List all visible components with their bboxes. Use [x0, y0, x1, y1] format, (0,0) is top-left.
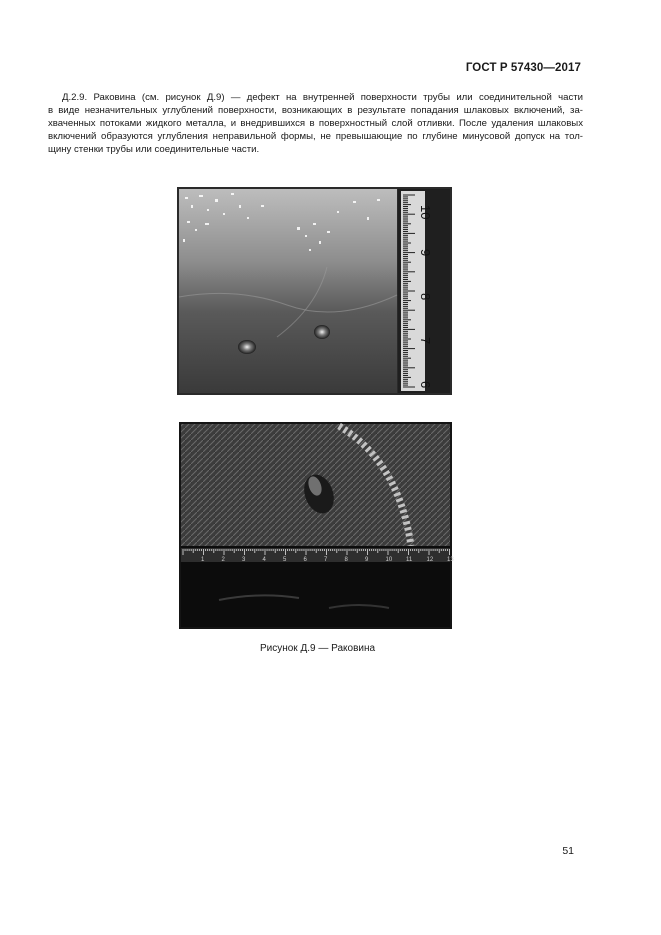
standard-id-header: ГОСТ Р 57430—2017: [465, 62, 581, 74]
ruler-label: 12: [426, 557, 434, 563]
ruler-label: 2: [221, 557, 225, 563]
ruler-label: 1: [201, 557, 205, 563]
defect-photo-bottom: [179, 422, 452, 629]
ruler-label: 7: [418, 337, 433, 345]
paragraph-line: щину стенки трубы или соединительные части.: [48, 144, 260, 155]
ruler-label: 8: [344, 557, 348, 563]
ruler-label: 10: [418, 205, 433, 220]
ruler-label: 4: [262, 557, 266, 563]
ruler-label: 9: [365, 557, 369, 563]
ruler-label: 11: [406, 557, 413, 563]
section-paragraph: [48, 91, 583, 156]
ruler-label: 6: [418, 381, 433, 389]
paragraph-line: Д.2.9. Раковина (см. рисунок Д.9) — дефект на внутренней поверхности трубы или соединительной части: [62, 92, 583, 103]
ruler-label: 10: [385, 557, 393, 563]
ruler-label: 3: [242, 557, 246, 563]
ruler-label: 6: [303, 557, 307, 563]
ruler-label: 8: [418, 293, 433, 301]
ruler-label: 5: [283, 557, 287, 563]
paragraph-line: в виде незначительных углублений поверхности, возникающих в результате попадания шлаковых включений, за-: [48, 105, 583, 116]
paragraph-line: включений образуются углубления неправильной формы, не превышающие по глубине минусовой допуск на тол-: [48, 131, 583, 142]
ruler-label: 7: [324, 557, 328, 563]
ruler-label: 9: [418, 249, 433, 257]
figure-caption: Рисунок Д.9 — Раковина: [259, 643, 376, 654]
paragraph-line: хваченных потоками жидкого металла, и внедрившихся в поверхностный слой отливки. После удаления шлаковых: [48, 118, 583, 129]
page-number: 51: [562, 845, 574, 857]
defect-photo-top: [177, 187, 452, 395]
ruler-label: 13: [447, 557, 454, 563]
